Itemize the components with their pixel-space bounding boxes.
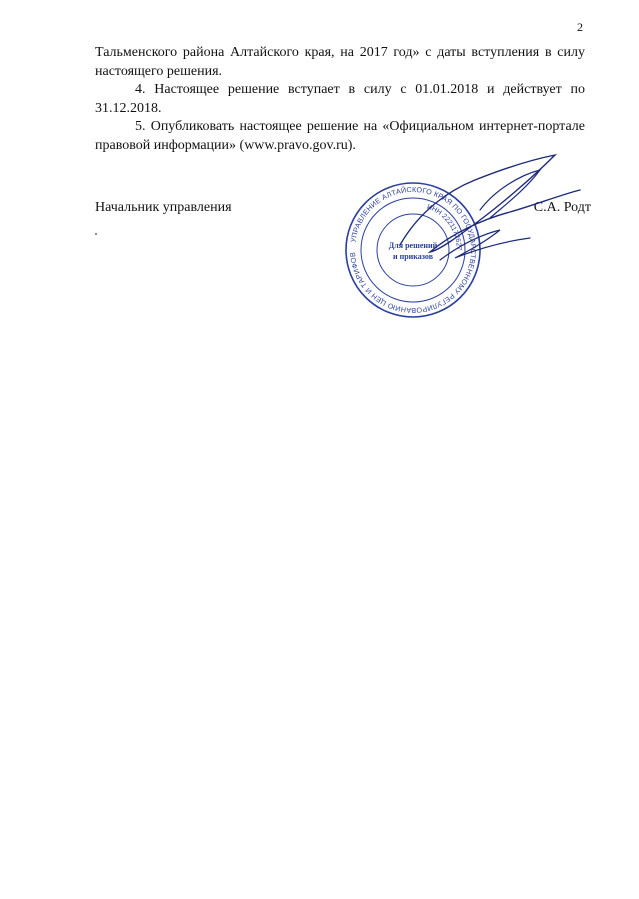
paragraph-item-5: 5. Опубликовать настоящее решение на «Официальном интернет-портале правовой информации» (www.pravo.gov.ru). <box>95 119 585 153</box>
signatory-name: С.А. Родт <box>533 200 591 215</box>
stamp-center-line-1: Для решений <box>388 241 438 250</box>
stamp-inn-text: ИНН 2221172627 <box>425 203 463 251</box>
signatory-title: Начальник управления <box>95 200 232 215</box>
paragraph-continuation: Тальменского района Алтайского края, на 2017 год» с даты вступления в силу настоящего решения. <box>95 45 585 79</box>
stamp-center-line-2: и приказов <box>392 252 434 261</box>
paragraph-item-4: 4. Настоящее решение вступает в силу с 01.01.2018 и действует по 31.12.2018. <box>95 82 585 116</box>
signature-block <box>95 184 591 316</box>
page-number: 2 <box>577 20 583 34</box>
handwritten-signature <box>380 150 590 270</box>
stamp-outer-text: УПРАВЛЕНИЕ АЛТАЙСКОГО КРАЯ ПО ГОСУДАРСТВЕННОМУ РЕГУЛИРОВАНИЮ ЦЕН И ТАРИФОВ <box>347 184 479 316</box>
document-body <box>95 44 585 155</box>
